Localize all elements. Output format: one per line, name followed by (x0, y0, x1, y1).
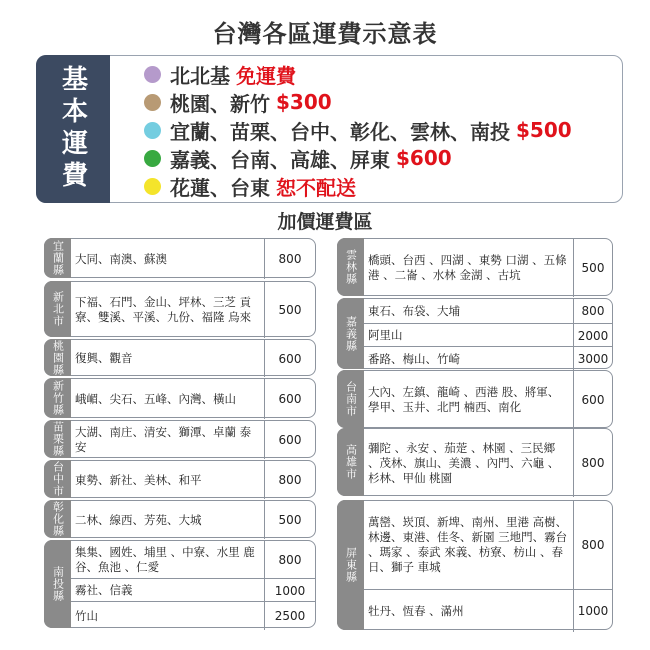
region-name: 新北市 (51, 291, 65, 327)
fee-row (364, 299, 612, 323)
region-group-left (44, 378, 316, 418)
fee-row-amount: 1000 (264, 579, 315, 602)
basic-fee-list (144, 60, 572, 200)
region-group-left (44, 238, 316, 278)
fee-row-areas: 大湖、南庄、清安、獅潭、卓蘭 泰安 (75, 425, 252, 454)
fee-row-amount: 600 (264, 379, 315, 419)
basic-fee-row (144, 172, 572, 200)
fee-row-areas: 大同、南澳、蘇澳 (75, 251, 167, 266)
basic-fee-label-text: 基本運費 (57, 65, 88, 193)
region-label (337, 370, 364, 428)
region-name: 嘉義縣 (344, 315, 358, 352)
fee-row-amount: 600 (264, 421, 315, 459)
basic-fee-label (36, 55, 110, 203)
region-label (337, 500, 364, 630)
basic-fee-area: 嘉義、台南、高雄、屏東 (170, 147, 390, 172)
fee-row-amount: 2000 (573, 324, 612, 347)
region-name: 南投縣 (51, 566, 65, 602)
fee-row-amount: 600 (573, 371, 612, 429)
region-label (337, 238, 364, 296)
basic-fee-row (144, 60, 572, 88)
region-group-left (44, 540, 316, 628)
fee-row-amount: 600 (264, 340, 315, 377)
region-label (337, 298, 364, 369)
fee-row-areas: 集集、國姓、埔里 、中寮、水里 鹿谷、魚池 、仁愛 (75, 544, 255, 574)
basic-fee-price: 恕不配送 (276, 175, 356, 200)
fee-row (71, 239, 315, 279)
fee-row-areas: 牡丹、恆春 、滿州 (368, 603, 464, 618)
basic-fee-area: 桃園、新竹 (170, 91, 270, 116)
fee-row-areas: 下福、石門、金山、坪林、三芝 貢寮、雙溪、平溪、九份、福隆 烏來 (75, 295, 252, 324)
region-group-right (337, 298, 613, 369)
region-name: 苗栗縣 (51, 421, 65, 457)
region-label (337, 428, 364, 496)
fee-row-amount: 2500 (264, 602, 315, 630)
region-label (44, 540, 71, 628)
page-title: 台灣各區運費示意表 (212, 20, 438, 48)
fee-row (364, 371, 612, 429)
fee-row (71, 421, 315, 459)
color-dot-icon (144, 178, 161, 195)
fee-row-areas: 阿里山 (368, 328, 403, 342)
fee-row-amount: 500 (264, 501, 315, 539)
fee-row-amount: 800 (573, 299, 612, 323)
basic-fee-box (36, 55, 623, 203)
fee-row-amount: 800 (264, 541, 315, 578)
region-label (44, 420, 71, 458)
fee-row (71, 541, 315, 578)
region-group-left (44, 281, 316, 337)
fee-row-amount: 500 (264, 282, 315, 338)
color-dot-icon (144, 150, 161, 167)
fee-row (71, 340, 315, 377)
region-group-left (44, 460, 316, 498)
fee-row-areas: 橋頭、台西 、四湖 、東勢 口湖 、五條港 、二崙 、水林 金湖 、古坑 (368, 253, 567, 282)
fee-row-amount: 800 (264, 239, 315, 279)
fee-row-amount: 800 (573, 429, 612, 497)
region-label (44, 500, 71, 538)
region-group-left (44, 339, 316, 376)
fee-row-amount: 500 (573, 239, 612, 297)
fee-row (364, 239, 612, 297)
region-group-right (337, 370, 613, 428)
region-name: 雲林縣 (344, 249, 358, 285)
region-label (44, 281, 71, 337)
region-name: 台中市 (51, 461, 65, 497)
fee-row (364, 346, 612, 371)
region-name: 高雄市 (344, 444, 358, 480)
basic-fee-price: $300 (276, 90, 332, 114)
fee-row-areas: 大內、左鎮、龍崎 、西港 股、將軍、學甲、玉井、北門 楠西、南化 (368, 385, 560, 414)
basic-fee-row (144, 116, 572, 144)
basic-fee-area: 宜蘭、苗栗、台中、彰化、雲林、南投 (170, 119, 510, 144)
fee-row-areas: 二林、線西、芳苑、大城 (75, 512, 202, 527)
basic-fee-area: 北北基 (170, 63, 230, 88)
region-name: 屏東縣 (344, 547, 358, 583)
fee-row-amount: 800 (573, 501, 612, 589)
basic-fee-row (144, 144, 572, 172)
region-name: 宜蘭縣 (51, 240, 65, 276)
fee-row-areas: 番路、梅山、竹崎 (368, 351, 460, 366)
fee-row (71, 379, 315, 419)
basic-fee-area: 花蓮、台東 (170, 175, 270, 200)
extra-fee-title: 加價運費區 (277, 211, 373, 233)
fee-row (71, 601, 315, 630)
region-label (44, 339, 71, 376)
fee-row-amount: 1000 (573, 590, 612, 632)
color-dot-icon (144, 94, 161, 111)
fee-row-amount: 800 (264, 461, 315, 499)
fee-row (364, 501, 612, 589)
basic-fee-price: $600 (396, 146, 452, 170)
fee-row-areas: 東石、布袋、大埔 (368, 303, 460, 318)
region-name: 台南市 (344, 381, 358, 417)
region-name: 桃園縣 (51, 339, 65, 376)
fee-row-areas: 萬巒、崁頂、新埤、南州、里港 高樹、林邊、東港、佳冬、新園 三地門、霧台 、瑪家 、泰武 來義、枋寮、枋山 、春日、獅子 車城 (368, 515, 568, 574)
fee-row (71, 282, 315, 338)
fee-row-areas: 東勢、新社、美林、和平 (75, 472, 202, 487)
fee-row-areas: 彌陀 、永安 、茄萣 、林園 、三民鄉 、茂林、旗山、美濃 、內門、六龜 、杉林、甲仙 桃園 (368, 440, 560, 485)
fee-row-amount: 3000 (573, 347, 612, 371)
region-name: 新竹縣 (51, 380, 65, 416)
fee-row-areas: 霧社、信義 (75, 583, 133, 597)
region-group-right (337, 428, 613, 496)
region-group-right (337, 238, 613, 296)
fee-row (71, 578, 315, 602)
region-group-left (44, 500, 316, 538)
fee-row (71, 501, 315, 539)
fee-row (71, 461, 315, 499)
color-dot-icon (144, 66, 161, 83)
basic-fee-price: $500 (516, 118, 572, 142)
basic-fee-row (144, 88, 572, 116)
region-label (44, 238, 71, 278)
fee-row (364, 589, 612, 632)
region-label (44, 378, 71, 418)
fee-row-areas: 竹山 (75, 608, 98, 623)
fee-row (364, 429, 612, 497)
color-dot-icon (144, 122, 161, 139)
fee-row (364, 323, 612, 347)
fee-row-areas: 復興、觀音 (75, 351, 133, 365)
region-group-right (337, 500, 613, 630)
region-group-left (44, 420, 316, 458)
region-label (44, 460, 71, 498)
fee-row-areas: 峨嵋、尖石、五峰、內灣、橫山 (75, 391, 236, 406)
basic-fee-price: 免運費 (236, 63, 296, 88)
region-name: 彰化縣 (51, 501, 65, 537)
